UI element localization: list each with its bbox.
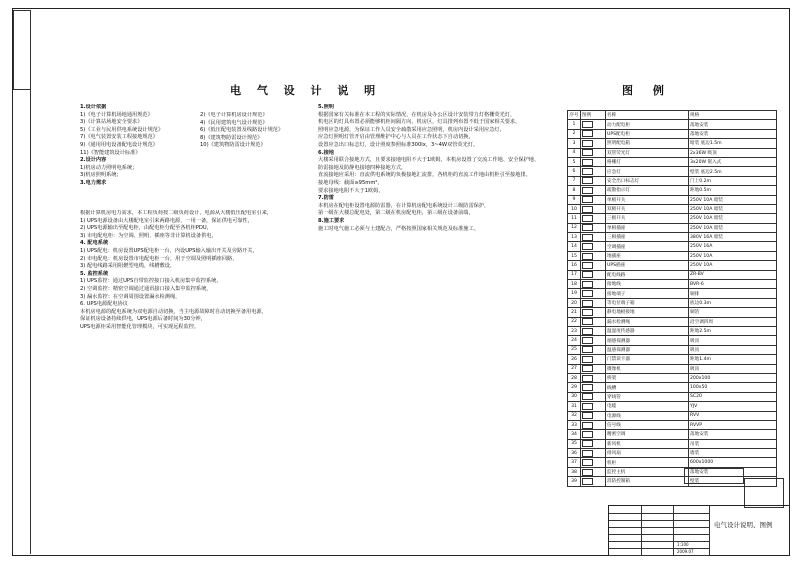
legend-symbol-icon (581, 280, 606, 289)
notes-line: 2) UPS电源输出至配电柜，由配电柜分配至各机柜PDU， (80, 225, 212, 232)
legend-row-name: 空调插座 (606, 242, 689, 251)
legend-row-no: 32 (568, 411, 581, 420)
legend-row (568, 148, 777, 157)
legend-row-name: 门禁读卡器 (606, 355, 689, 364)
legend-symbol-icon (581, 383, 606, 392)
legend-row-no: 6 (568, 167, 581, 176)
notes-line: 根据计算机房电力需求，本工程负荷按二级负荷设计，电源从大楼低压配电室引来， (80, 210, 272, 216)
notes-line: 第一级在大楼总配电处，第二级在机房配电柜，第三级在设备前端， (318, 210, 474, 217)
legend-symbol-icon (581, 176, 606, 185)
legend-symbol-icon (581, 223, 606, 232)
legend-symbol-icon (581, 195, 606, 204)
legend-row-no: 30 (568, 392, 581, 401)
legend-symbol-icon (581, 458, 606, 467)
legend-row-spec: 底边0.3m (689, 298, 777, 307)
legend-row-name: 接地端子 (606, 289, 689, 298)
legend-row-spec: 100x50 (689, 383, 777, 392)
legend-row-name: 机柜 (606, 458, 689, 467)
legend-row-spec: 250V 10A 暗装 (689, 214, 777, 223)
legend-row (568, 251, 777, 260)
legend-header-row (568, 111, 777, 120)
legend-symbol-icon (581, 214, 606, 223)
legend-symbol-icon (581, 420, 606, 429)
notes-line: 设置应急出口标志灯，设计照度参照标准300lx，3~4W双管荧光灯。 (318, 141, 479, 148)
legend-row (568, 420, 777, 429)
legend-row (568, 458, 777, 467)
legend-row-spec: SC20 (689, 392, 777, 401)
legend-row-no: 35 (568, 439, 581, 448)
legend-row (568, 345, 777, 354)
legend-row-no: 13 (568, 233, 581, 242)
legend-row-spec: RVV (689, 411, 777, 420)
legend-row-name: 双极开关 (606, 204, 689, 213)
legend-symbol-icon (581, 317, 606, 326)
legend-row-spec: 250V 10A (689, 261, 777, 270)
legend-row (568, 326, 777, 335)
legend-symbol-icon (581, 364, 606, 373)
legend-row (568, 383, 777, 392)
legend-row-name: 应急灯 (606, 167, 689, 176)
legend-row (568, 139, 777, 148)
legend-row-name: 疏散指示灯 (606, 186, 689, 195)
legend-row-spec: 250V 10A 暗装 (689, 204, 777, 213)
legend-row-no: 16 (568, 261, 581, 270)
legend-row-name: 温感探测器 (606, 345, 689, 354)
legend-row-name: 电缆 (606, 402, 689, 411)
legend-row (568, 373, 777, 382)
legend-row-name: 三相插座 (606, 233, 689, 242)
legend-row-spec: 吸顶 (689, 364, 777, 373)
legend-row-spec: RVVP (689, 420, 777, 429)
legend-symbol-icon (581, 251, 606, 260)
legend-row-spec: 墙装 (689, 449, 777, 458)
legend-row-no: 1 (568, 120, 581, 129)
legend-row-spec: 250V 10A 暗装 (689, 195, 777, 204)
legend-row-name: 配电线路 (606, 270, 689, 279)
notes-line: 1) UPS监控：通过UPS自带监控接口接入机房集中监控系统， (80, 278, 222, 285)
legend-row-name: 穿线管 (606, 392, 689, 401)
legend-row-name: 等电位端子箱 (606, 298, 689, 307)
legend-row-name: 摄像机 (606, 364, 689, 373)
legend-row-spec: 380V 16A 暗装 (689, 233, 777, 242)
legend-row-no: 9 (568, 195, 581, 204)
legend-row (568, 223, 777, 232)
section-heading: 7.防雷 (318, 195, 334, 202)
legend-row (568, 280, 777, 289)
title-block (608, 505, 790, 556)
legend-row-no: 3 (568, 139, 581, 148)
notes-line: 保证机房设备持续供电，UPS电源后备时间为30分钟， (80, 316, 206, 323)
legend-row-no: 22 (568, 317, 581, 326)
legend-row-no: 27 (568, 364, 581, 373)
legend-symbol-icon (581, 336, 606, 345)
legend-row (568, 317, 777, 326)
legend-row-no: 10 (568, 204, 581, 213)
legend-row-spec: 落地安装 (689, 467, 777, 476)
legend-row-spec: 铜排 (689, 289, 777, 298)
legend-row-no: 7 (568, 176, 581, 185)
legend-row-name: 烟感探测器 (606, 336, 689, 345)
legend-row-no: 2 (568, 129, 581, 138)
legend-row-no: 8 (568, 186, 581, 195)
notes-line: 3) 漏水监控：在空调周围设置漏水检测绳， (80, 293, 181, 300)
drawing-title: 电 气 设 计 说 明 (230, 84, 382, 97)
legend-row-name: 格栅灯 (606, 157, 689, 166)
legend-row-name: 监控主机 (606, 467, 689, 476)
notes-line: 应急灯照明灯管开启由管理维护中心与人员在工作状态下自动切换， (318, 134, 474, 141)
legend-row (568, 186, 777, 195)
legend-symbol-icon (581, 430, 606, 439)
section-heading: 1.设计依据 (80, 104, 107, 110)
section-heading: 8.施工要求 (318, 217, 345, 224)
notes-line: 2) 空调监控：精密空调通过通讯接口接入集中监控系统， (80, 285, 212, 292)
section-heading: 5. 监控系统 (80, 270, 109, 277)
legend-row-name: 消防控制箱 (606, 477, 689, 486)
legend-symbol-icon (581, 345, 606, 354)
legend-row-no: 36 (568, 449, 581, 458)
legend-row (568, 411, 777, 420)
legend-row-spec: 250V 10A (689, 251, 777, 260)
legend-row-no: 12 (568, 223, 581, 232)
legend-header-name: 名称 (606, 111, 689, 120)
legend-row-no: 24 (568, 336, 581, 345)
legend-row-name: 精密空调 (606, 430, 689, 439)
section-heading: 4. 配电系统 (80, 240, 109, 247)
legend-row-name: UPS配电柜 (606, 129, 689, 138)
legend-row-no: 15 (568, 251, 581, 260)
legend-symbol-icon (581, 373, 606, 382)
title-block-drawing-name: 电气设计说明、图例 (714, 521, 773, 529)
legend-row (568, 449, 777, 458)
legend-symbol-icon (581, 148, 606, 157)
legend-row-no: 37 (568, 458, 581, 467)
section-line-right: 2)《电子计算机房设计规范》 (200, 112, 268, 118)
legend-row (568, 402, 777, 411)
legend-row-name: 双管荧光灯 (606, 148, 689, 157)
legend-row (568, 261, 777, 270)
binding-strip-box (13, 10, 31, 90)
notes-line: 本机房电源的配电系统为双电源自动切换，当主电源故障时自动切换至备用电源， (80, 308, 267, 315)
legend-symbol-icon (581, 308, 606, 317)
section-line-right: 4)《民用建筑电气设计规范》 (200, 119, 268, 126)
section-heading: 6.接地 (318, 149, 334, 156)
legend-row (568, 336, 777, 345)
legend-row-name: 排风扇 (606, 449, 689, 458)
section-heading: 2.设计内容 (80, 157, 107, 164)
legend-symbol-icon (581, 467, 606, 476)
legend-row-spec: 吸顶 (689, 336, 777, 345)
legend-row-spec: 2x36W 吸顶 (689, 148, 777, 157)
legend-row-spec: BVR-6 (689, 280, 777, 289)
legend-row-spec: 落地安装 (689, 430, 777, 439)
notes-line: 要求接地电阻不大于1欧姆， (318, 187, 384, 194)
legend-row-spec: 落地安装 (689, 120, 777, 129)
legend-symbol-icon (581, 439, 606, 448)
legend-row-no: 28 (568, 373, 581, 382)
legend-header-symbol: 图例 (581, 111, 606, 120)
legend-row (568, 129, 777, 138)
title-block-grid (609, 506, 709, 556)
section-line: 3)《计算站场地安全要求》 (80, 119, 143, 126)
legend-row (568, 157, 777, 166)
legend-row-no: 39 (568, 477, 581, 486)
legend-row-no: 5 (568, 157, 581, 166)
legend-symbol-icon (581, 392, 606, 401)
binding-strip-line (30, 10, 31, 554)
notes-line: 根据国家有关标准在本工程的实际情况，在机房及办公区设计安装带力灯格栅荧光灯， (318, 111, 516, 118)
legend-symbol-icon (581, 204, 606, 213)
legend-row-spec: 距地0.5m (689, 186, 777, 195)
legend-title: 图 例 (622, 84, 672, 97)
legend-row-name: 照明配电箱 (606, 139, 689, 148)
notes-line: 直流接地应采用：直流供电系统的负极接地汇流排，各机柜的直流工作地由机柜引至接地排。 (318, 172, 531, 179)
legend-row (568, 467, 777, 476)
legend-row (568, 308, 777, 317)
legend-row (568, 364, 777, 373)
design-basis-right (200, 112, 320, 150)
legend-symbol-icon (581, 298, 606, 307)
legend-row (568, 214, 777, 223)
legend-row-name: 动力配电柜 (606, 120, 689, 129)
legend-symbol-icon (581, 355, 606, 364)
section-line: 11)《智能建筑设计标准》 (80, 149, 141, 156)
notes-line: 本机房在配电柜设置电源防雷器，在计算机房配电系统设计三级防雷保护， (318, 202, 490, 209)
notes-line: 接地母线：截面≥95mm²， (318, 179, 383, 186)
legend-row (568, 176, 777, 185)
legend-row (568, 355, 777, 364)
legend-row (568, 270, 777, 279)
legend-row-name: 线槽 (606, 383, 689, 392)
legend-row-spec: 沿空调四周 (689, 317, 777, 326)
legend-row-spec: 壁装 (689, 477, 777, 486)
legend-row-no: 19 (568, 289, 581, 298)
section-line: 5)《工业与民用供电系统设计规范》 (80, 126, 164, 133)
legend-row-no: 34 (568, 430, 581, 439)
legend-row-no: 18 (568, 280, 581, 289)
legend-row-no: 29 (568, 383, 581, 392)
title-block-date: 2009.07 (677, 549, 694, 554)
legend-row (568, 204, 777, 213)
legend-row (568, 195, 777, 204)
legend-row-no: 21 (568, 308, 581, 317)
legend-row-name: 桥架 (606, 373, 689, 382)
legend-row-name: 电源线 (606, 411, 689, 420)
legend-row-no: 33 (568, 420, 581, 429)
legend-symbol-icon (581, 326, 606, 335)
legend-row-spec: 吸顶 (689, 345, 777, 354)
legend-row-name: 漏水检测绳 (606, 317, 689, 326)
notes-line: 6. UPS电源配电协议 (80, 301, 128, 308)
section-line: 9)《通用用电设备配电设计规范》 (80, 141, 158, 148)
section-line-right: 8)《建筑物防雷设计规范》 (200, 134, 263, 141)
legend-row-name: 温湿度传感器 (606, 326, 689, 335)
legend-row-spec: 距地2.5m (689, 326, 777, 335)
legend-symbol-icon (581, 139, 606, 148)
legend-symbol-icon (581, 233, 606, 242)
legend-row-name: 三极开关 (606, 214, 689, 223)
legend-symbol-icon (581, 129, 606, 138)
legend-row-spec: YJV (689, 402, 777, 411)
legend-row-no: 38 (568, 467, 581, 476)
stamp-box (684, 468, 744, 484)
legend-row-spec: 落地安装 (689, 129, 777, 138)
legend-row-name: 单相插座 (606, 223, 689, 232)
notes-line: 机电区的灯具布置必须能够机柜间隔方向，机房区，灯具排列布置不低于国家相关要求， (318, 119, 521, 126)
stamp-box-2 (744, 478, 784, 508)
legend-row (568, 233, 777, 242)
section-line-right: 6)《低压配电装置及线路设计规范》 (200, 127, 284, 134)
notes-line: 施工时电气施工必须与土建配合，严格按照国家相关规范及标准施工。 (318, 225, 479, 232)
section-line: 3)机房照明系统； (80, 172, 122, 179)
notes-line: 3) 配电线路采用阻燃型电缆，线槽敷设， (80, 263, 176, 270)
legend-row-spec: 门上0.2m (689, 176, 777, 185)
legend-row-spec: 距地1.4m (689, 355, 777, 364)
legend-row-no: 25 (568, 345, 581, 354)
legend-table (567, 110, 777, 485)
legend-symbol-icon (581, 242, 606, 251)
legend-row-spec: 3x20W 嵌入式 (689, 157, 777, 166)
legend-row-spec: 250V 16A (689, 242, 777, 251)
legend-row (568, 439, 777, 448)
section-line: 1)机房动力照明电系统； (80, 164, 138, 171)
legend-symbol-icon (581, 261, 606, 270)
legend-row (568, 430, 777, 439)
notes-line: 防雷接地及防静电接地四种接地方式， (318, 164, 407, 171)
legend-header-spec: 规格 (689, 111, 777, 120)
legend-row-name: 安全出口标志灯 (606, 176, 689, 185)
legend-row (568, 392, 777, 401)
legend-row-name: 静电地板接地 (606, 308, 689, 317)
legend-header-no: 序号 (568, 111, 581, 120)
legend-row-name: 接地线 (606, 280, 689, 289)
section-line: 7)《电气装置安装工程接地规范》 (80, 134, 158, 141)
legend-row-spec: 200x100 (689, 373, 777, 382)
legend-row-spec: 壁装 底边2.5m (689, 167, 777, 176)
legend-row-no: 4 (568, 148, 581, 157)
section-line: 1)《电子计算机场地通用规范》 (80, 111, 153, 118)
legend-row-name: 新风机 (606, 439, 689, 448)
notes-body-left (80, 210, 410, 332)
legend-row-no: 11 (568, 214, 581, 223)
legend-symbol-icon (581, 411, 606, 420)
legend-row-no: 31 (568, 402, 581, 411)
legend-symbol-icon (581, 186, 606, 195)
legend-row-no: 17 (568, 270, 581, 279)
legend-row-name: 信号线 (606, 420, 689, 429)
legend-row (568, 298, 777, 307)
notes-line: 2) 市电配电：机房设置市电配电柜一台，用于空调及照明插座回路， (80, 255, 238, 262)
notes-line: 1) UPS配电：机房设置UPS配电柜一台，内设UPS输入输出开关及旁路开关， (80, 247, 258, 254)
legend-row-name: 地插座 (606, 251, 689, 260)
legend-row (568, 120, 777, 129)
legend-row-spec: 吊装 (689, 439, 777, 448)
notes-line: 3) 市电配电柜：为空调、照明、插座等非计算机设备供电， (80, 232, 217, 239)
legend-row-spec: 250V 10A 暗装 (689, 223, 777, 232)
notes-line: UPS电源柜采用智能化管理模块，可实现远程监控。 (80, 323, 200, 330)
notes-line: 大楼采用联合接地方式，且要求接地电阻不大于1欧姆，本机房设置了交流工作地、安全保护地、 (318, 157, 540, 164)
title-block-scale: 1:100 (677, 542, 689, 547)
section-heading: 3.电力需求 (80, 179, 107, 186)
legend-symbol-icon (581, 289, 606, 298)
legend-row (568, 289, 777, 298)
legend-row-spec: 铜箔 (689, 308, 777, 317)
legend-row-spec: 600x1000 (689, 458, 777, 467)
section-line-right: 10)《建筑物防雷设计规范》 (200, 142, 266, 149)
legend-row-name: 单极开关 (606, 195, 689, 204)
legend-row-no: 14 (568, 242, 581, 251)
legend-row-spec: ZR-BV (689, 270, 777, 279)
legend-row (568, 242, 777, 251)
legend-row (568, 167, 777, 176)
legend-row-name: UPS插座 (606, 261, 689, 270)
section-heading: 5.照明 (318, 104, 334, 110)
notes-line: 照明应急电源，为保证工作人员安全疏散采用应急照明，机房内设计采用应急灯， (318, 126, 505, 133)
legend-row-no: 23 (568, 326, 581, 335)
notes-line: 1) UPS电源设备由大楼配电室引来两路电源，一用一备，保证供电可靠性， (80, 217, 253, 224)
legend-row-no: 26 (568, 355, 581, 364)
legend-symbol-icon (581, 449, 606, 458)
legend-symbol-icon (581, 157, 606, 166)
legend-symbol-icon (581, 270, 606, 279)
legend-symbol-icon (581, 120, 606, 129)
legend-symbol-icon (581, 477, 606, 486)
legend-symbol-icon (581, 402, 606, 411)
legend-row-no: 20 (568, 298, 581, 307)
legend-row-spec: 暗装 底边1.5m (689, 139, 777, 148)
legend-symbol-icon (581, 167, 606, 176)
